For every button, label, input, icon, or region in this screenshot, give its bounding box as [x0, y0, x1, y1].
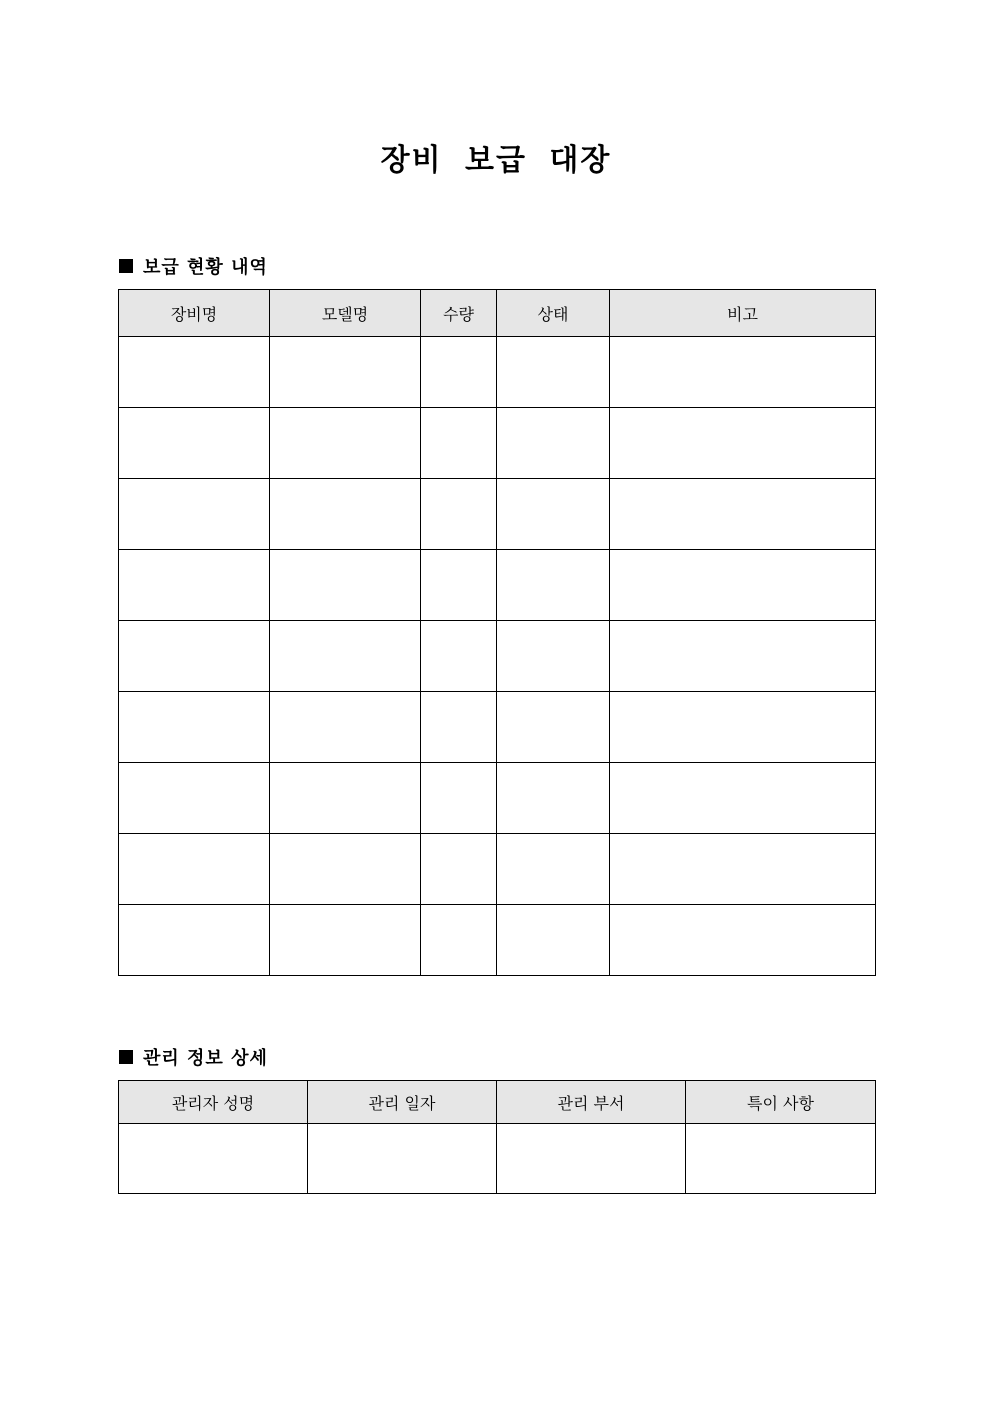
table-cell[interactable] — [421, 408, 497, 479]
table-cell[interactable] — [497, 479, 610, 550]
supply-section-heading — [119, 253, 268, 279]
table-cell[interactable] — [610, 621, 876, 692]
table-cell[interactable] — [270, 834, 421, 905]
table-cell[interactable] — [610, 479, 876, 550]
table-cell[interactable] — [610, 834, 876, 905]
management-section-heading-label: 관리 정보 상세 — [143, 1048, 268, 1069]
table-cell[interactable] — [421, 479, 497, 550]
table-row — [119, 550, 876, 621]
table-cell[interactable] — [610, 550, 876, 621]
table-row — [119, 479, 876, 550]
management-table — [118, 1080, 876, 1194]
table-cell[interactable] — [686, 1124, 876, 1194]
table-row — [119, 1124, 876, 1194]
table-cell[interactable] — [119, 834, 270, 905]
document-title: 장비 보급 대장 — [380, 143, 612, 178]
column-header-manager-name: 관리자 성명 — [119, 1081, 308, 1124]
table-row — [119, 337, 876, 408]
table-row — [119, 905, 876, 976]
table-cell[interactable] — [308, 1124, 497, 1194]
table-cell[interactable] — [421, 763, 497, 834]
table-cell[interactable] — [270, 692, 421, 763]
table-cell[interactable] — [497, 905, 610, 976]
management-section-heading — [119, 1044, 268, 1070]
table-cell[interactable] — [270, 337, 421, 408]
table-cell[interactable] — [497, 763, 610, 834]
table-row — [119, 408, 876, 479]
column-header-status: 상태 — [497, 290, 610, 337]
column-header-special-notes: 특이 사항 — [686, 1081, 876, 1124]
table-row — [119, 834, 876, 905]
table-cell[interactable] — [610, 408, 876, 479]
table-cell[interactable] — [497, 408, 610, 479]
table-cell[interactable] — [421, 905, 497, 976]
table-cell[interactable] — [270, 550, 421, 621]
table-cell[interactable] — [119, 905, 270, 976]
table-cell[interactable] — [497, 621, 610, 692]
table-row — [119, 692, 876, 763]
table-cell[interactable] — [421, 834, 497, 905]
table-cell[interactable] — [119, 337, 270, 408]
table-cell[interactable] — [497, 834, 610, 905]
table-cell[interactable] — [119, 550, 270, 621]
table-cell[interactable] — [610, 337, 876, 408]
supply-table — [118, 289, 876, 976]
table-cell[interactable] — [270, 905, 421, 976]
table-cell[interactable] — [119, 621, 270, 692]
table-cell[interactable] — [421, 621, 497, 692]
table-cell[interactable] — [497, 692, 610, 763]
supply-table-header-row — [119, 290, 876, 337]
column-header-management-department: 관리 부서 — [497, 1081, 686, 1124]
square-bullet-icon — [119, 1050, 133, 1064]
table-cell[interactable] — [270, 408, 421, 479]
table-cell[interactable] — [270, 621, 421, 692]
table-cell[interactable] — [497, 1124, 686, 1194]
table-cell[interactable] — [610, 692, 876, 763]
table-cell[interactable] — [610, 905, 876, 976]
column-header-quantity: 수량 — [421, 290, 497, 337]
table-cell[interactable] — [421, 337, 497, 408]
table-cell[interactable] — [270, 763, 421, 834]
table-cell[interactable] — [119, 692, 270, 763]
table-row — [119, 621, 876, 692]
table-cell[interactable] — [421, 550, 497, 621]
column-header-management-date: 관리 일자 — [308, 1081, 497, 1124]
table-cell[interactable] — [270, 479, 421, 550]
table-cell[interactable] — [119, 1124, 308, 1194]
table-cell[interactable] — [497, 337, 610, 408]
table-cell[interactable] — [497, 550, 610, 621]
table-row — [119, 763, 876, 834]
table-cell[interactable] — [119, 408, 270, 479]
supply-section-heading-label: 보급 현황 내역 — [143, 257, 268, 278]
table-cell[interactable] — [610, 763, 876, 834]
column-header-equipment-name: 장비명 — [119, 290, 270, 337]
table-cell[interactable] — [119, 479, 270, 550]
table-cell[interactable] — [421, 692, 497, 763]
column-header-remarks: 비고 — [610, 290, 876, 337]
column-header-model-name: 모델명 — [270, 290, 421, 337]
management-table-header-row — [119, 1081, 876, 1124]
table-cell[interactable] — [119, 763, 270, 834]
square-bullet-icon — [119, 259, 133, 273]
